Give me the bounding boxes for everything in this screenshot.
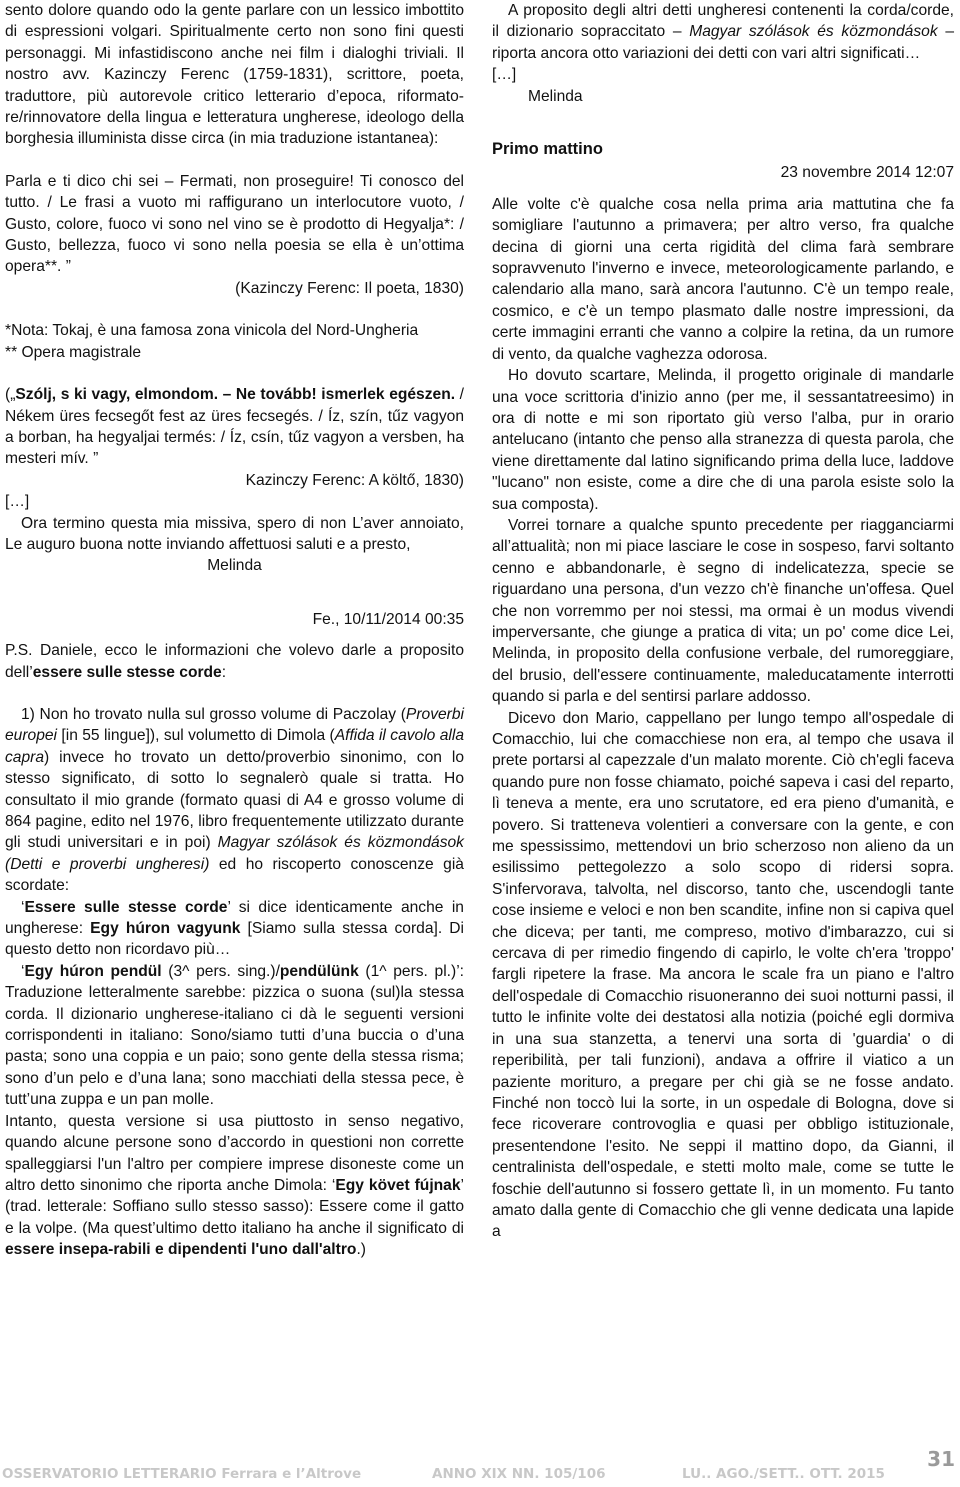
- poem-hungarian: („Szólj, s ki vagy, elmondom. – Ne tovább! ismerlek egészen. / Nékem üres fecsegőt fest az üres fecsegés. / Íz, szín, tűz vagyon a borban, ha hegyaljai termés: / Íz, csín, tűz vagyon a versben, ha mesteri mív. ”: [5, 386, 464, 468]
- signature: Melinda: [207, 557, 262, 575]
- poem-italian: Parla e ti dico chi sei – Fermati, non proseguire! Ti conosco del tutto. / Le frasi a vuoto mi raffigurano un interlocutore vuoto, / Gusto, colore, fuoco vi sono nel vino se è prodotto di Hegyalja*: / Gusto, bellezza, fuoco vi sono nella poesia se ella è un’ottima opera**. ”: [5, 172, 464, 276]
- issue-number: ANNO XIX NN. 105/106: [432, 1466, 606, 1482]
- section-date: 23 novembre 2014 12:07: [780, 164, 954, 182]
- page-footer: [0, 1466, 960, 1487]
- right-paragraph-2: Ho dovuto scartare, Melinda, il progetto originale di mandarle una voce scrittoria d'inizio anno (per me, il sessantatreesimo) in ora di notte e mi son riportato giù verso l'alba, pur in orario antelucano (intanto che penso alla stranezza di questa parola, che viene direttamente dal latino significando prima della luce, laddove "lucano" non esiste, come a dire che di una parola esiste solo la sua composta).: [492, 367, 954, 513]
- right-paragraph-1: Alle volte c'è qualche cosa nella prima aria mattutina che fa somigliare l'autunno a primavera; per altro verso, fra qualche decina di giorni una certa rigidità del clima farà sembrare sopravvenuto l'inverno e invece, meteorologicamente parlando, e calendario alla mano, sarà ancora l'autunno. C'è un tempo reale, cosmico, e c'è un tempo plasmato dalle nostre impressioni, da certe immagini erranti che vanno a colpire la retina, da un rumore di vento, da qualche vaghezza odorosa.: [492, 195, 954, 363]
- footnote-tokaj: *Nota: Tokaj, è una famosa zona vinicola del Nord-Ungheria: [5, 322, 419, 340]
- issue-period: LU.. AGO./SETT.. OTT. 2015: [682, 1466, 885, 1482]
- left-column: [5, 0, 464, 1261]
- signature-right: Melinda: [528, 87, 583, 105]
- postscript: P.S. Daniele, ecco le informazioni che volevo darle a proposito dell’essere sulle stesse corde:: [5, 642, 464, 681]
- footnote-opera: ** Opera magistrale: [5, 343, 142, 361]
- expression-pendul: ‘Egy húron pendül (3^ pers. sing.)/pendülünk (1^ pers. pl.)’: Traduzione letteralmente sarebbe: pizzica o suona (sul)la stessa corda. Il dizionario ungherese-italiano ci dà le seguenti versioni corrispondenti in italiano: Sono/siamo tutti d’una buccia o d’una pasta; sono una coppia e un paio; sono gente della stessa risma; sono d’un pelo e d’una lana; sono macchiati della stessa pece, è tutt’una zuppa e un pan molle.: [5, 962, 464, 1109]
- poem-hungarian-source: Kazinczy Ferenc: A költő, 1830): [245, 471, 464, 489]
- expression-same-strings: ‘Essere sulle stesse corde’ si dice identicamente anche in ungherese: Egy húron vagyunk [Siamo sulla stessa corda]. Di questo detto non ricordavo più…: [5, 898, 464, 959]
- section-title: Primo mattino: [492, 140, 603, 159]
- ellipsis-right: […]: [492, 66, 517, 84]
- intro-paragraph: sento dolore quando odo la gente parlare con un lessico imbottito di espressioni volgari. Spiritualmente certo non sono fini questi personaggi. Mi infastidiscono anche nei film i dialoghi triviali. Il nostro avv. Kazinczy Ferenc (1759-1831), scrittore, poeta, traduttore, più autorevole critico letterario d’epoca, riformato-re/rinnovatore della lingua e letteratura ungherese, ideologo della borghesia illuminista disse circa (in mia traduzione istantanea):: [5, 2, 464, 148]
- item-1-paragraph: 1) Non ho trovato nulla sul grosso volume di Paczolay (Proverbi europei [in 55 lingue]), sul volumetto di Dimola (Affida il cavolo alla capra) invece ho trovato un detto/proverbio sinonimo, con lo stesso significato, di sotto lo segnalerò quale si tratta. Ho consultato il mio grande (formato quasi di A4 e grosso volume di 864 pagine, edito nel 1976, libro frequentemente utilizzato durante gli studi universitari e in poi) Magyar szólások és közmondások (Detti e proverbi ungheresi) ed ho riscoperto conoscenze già scordate:: [5, 705, 464, 895]
- journal-name: OSSERVATORIO LETTERARIO Ferrara e l’Altrove: [2, 1466, 362, 1482]
- page-number: 31: [927, 1447, 955, 1471]
- right-column: [492, 0, 954, 1243]
- letter-date: Fe., 10/11/2014 00:35: [312, 610, 464, 628]
- corda-paragraph: A proposito degli altri detti ungheresi contenenti la corda/corde, il dizionario sopraccitato – Magyar szólások és közmondások – riporta ancora otto variazioni dei detti con vari altri significati…: [492, 2, 955, 62]
- closing-paragraph: Ora termino questa mia missiva, spero di non L’aver annoiato, Le auguro buona notte inviando affettuosi saluti e a presto,: [5, 514, 464, 553]
- ellipsis: […]: [5, 493, 30, 511]
- right-paragraph-4: Dicevo don Mario, cappellano per lungo tempo all'ospedale di Comacchio, lui che comacchiese non era, al tempo che usava il prete portarsi al capezzale d'un malato morente. Ciò ch'egli faceva quando pure non fosse chiamato, poiché sapeva i casi del reparto, lì teneva a mente, era uno scrutatore, ed era pieno d'umanità, e povero. Si tratteneva volentieri a conversare con la gente, e con me spessissimo, mettendovi un brio scherzoso non alieno da un esilissimo pettegolezzo a solo scopo di ridersi sopra. S'infervorava, talvolta, nel discorso, tanto che, uscendogli tante cose insieme e veloci e non ben scandite, infine non si capiva quel che diceva; per tanti, me compreso, motivo d'imbarazzo, cui si cercava di per rimedio fingendo di capirlo, le volte ch'era 'troppo' fargli ripetere la frase. Ma ancora le scale fra un piano e l'altro dell'ospedale di Comacchio risuoneranno dei suoi notturni passi, il tutto le infinite volte dei destatosi alla notizia (poiché egli dormiva in una sua stanzetta, a tenervi una sorta di 'guardia' o di reperibilità, per tali funzioni), andava a offrire il viatico a un paziente morituro, a pregare per chi già se ne fosse andato. Finché non toccò lui la sorte, in un ospedale di Bologna, dove si fece ricoverare controvoglia e quasi per obbligo istituzionale, presentendone l'esito. Ne seppi il mattino dopo, da Gianni, il centralinista dell'ospedale, e stetti molto male, come se tutte le foschie dell'autunno si fossero gettate lì, in un momento. Fu tanto amato dalla gente di Comacchio che gli venne dedicata una lapide a: [492, 709, 954, 1241]
- poem-italian-source: (Kazinczy Ferenc: Il poeta, 1830): [235, 279, 464, 297]
- right-paragraph-3: Vorrei tornare a qualche spunto precedente per riagganciarmi all’attualità; non mi piace lasciare le cose in sospeso, farvi soltanto cenno e abbandonarle, è segno di indelicatezza, specie se riguardano una persona, d'un vezzo ch'è finanche un'offesa. Quel che non vorremmo per noi stessi, ma ormai è un modus vivendi imperversante, che giunge a pratica di vita; un po' come dice Lei, Melinda, in proposito della confusione verbale, del rumoreggiare, del brusio, dell'essere continuamente, maleducatamente interrotti quando si parla e del sentirsi parlare addosso.: [492, 516, 954, 706]
- expression-kovet-fujnak: Intanto, questa versione si usa piuttosto in senso negativo, quando alcune persone sono d’accordo in questioni non corrette spalleggiarsi l'un l'altro per compiere imprese disoneste come un altro detto sinonimo che riporta anche Dimola: ‘Egy követ fújnak’ (trad. letterale: Soffiano sullo stesso sasso): Essere come il gatto e la volpe. (Ma quest’ultimo detto italiano ha anche il significato di essere insepa-rabili e dipendenti l'uno dall'altro.): [5, 1112, 465, 1259]
